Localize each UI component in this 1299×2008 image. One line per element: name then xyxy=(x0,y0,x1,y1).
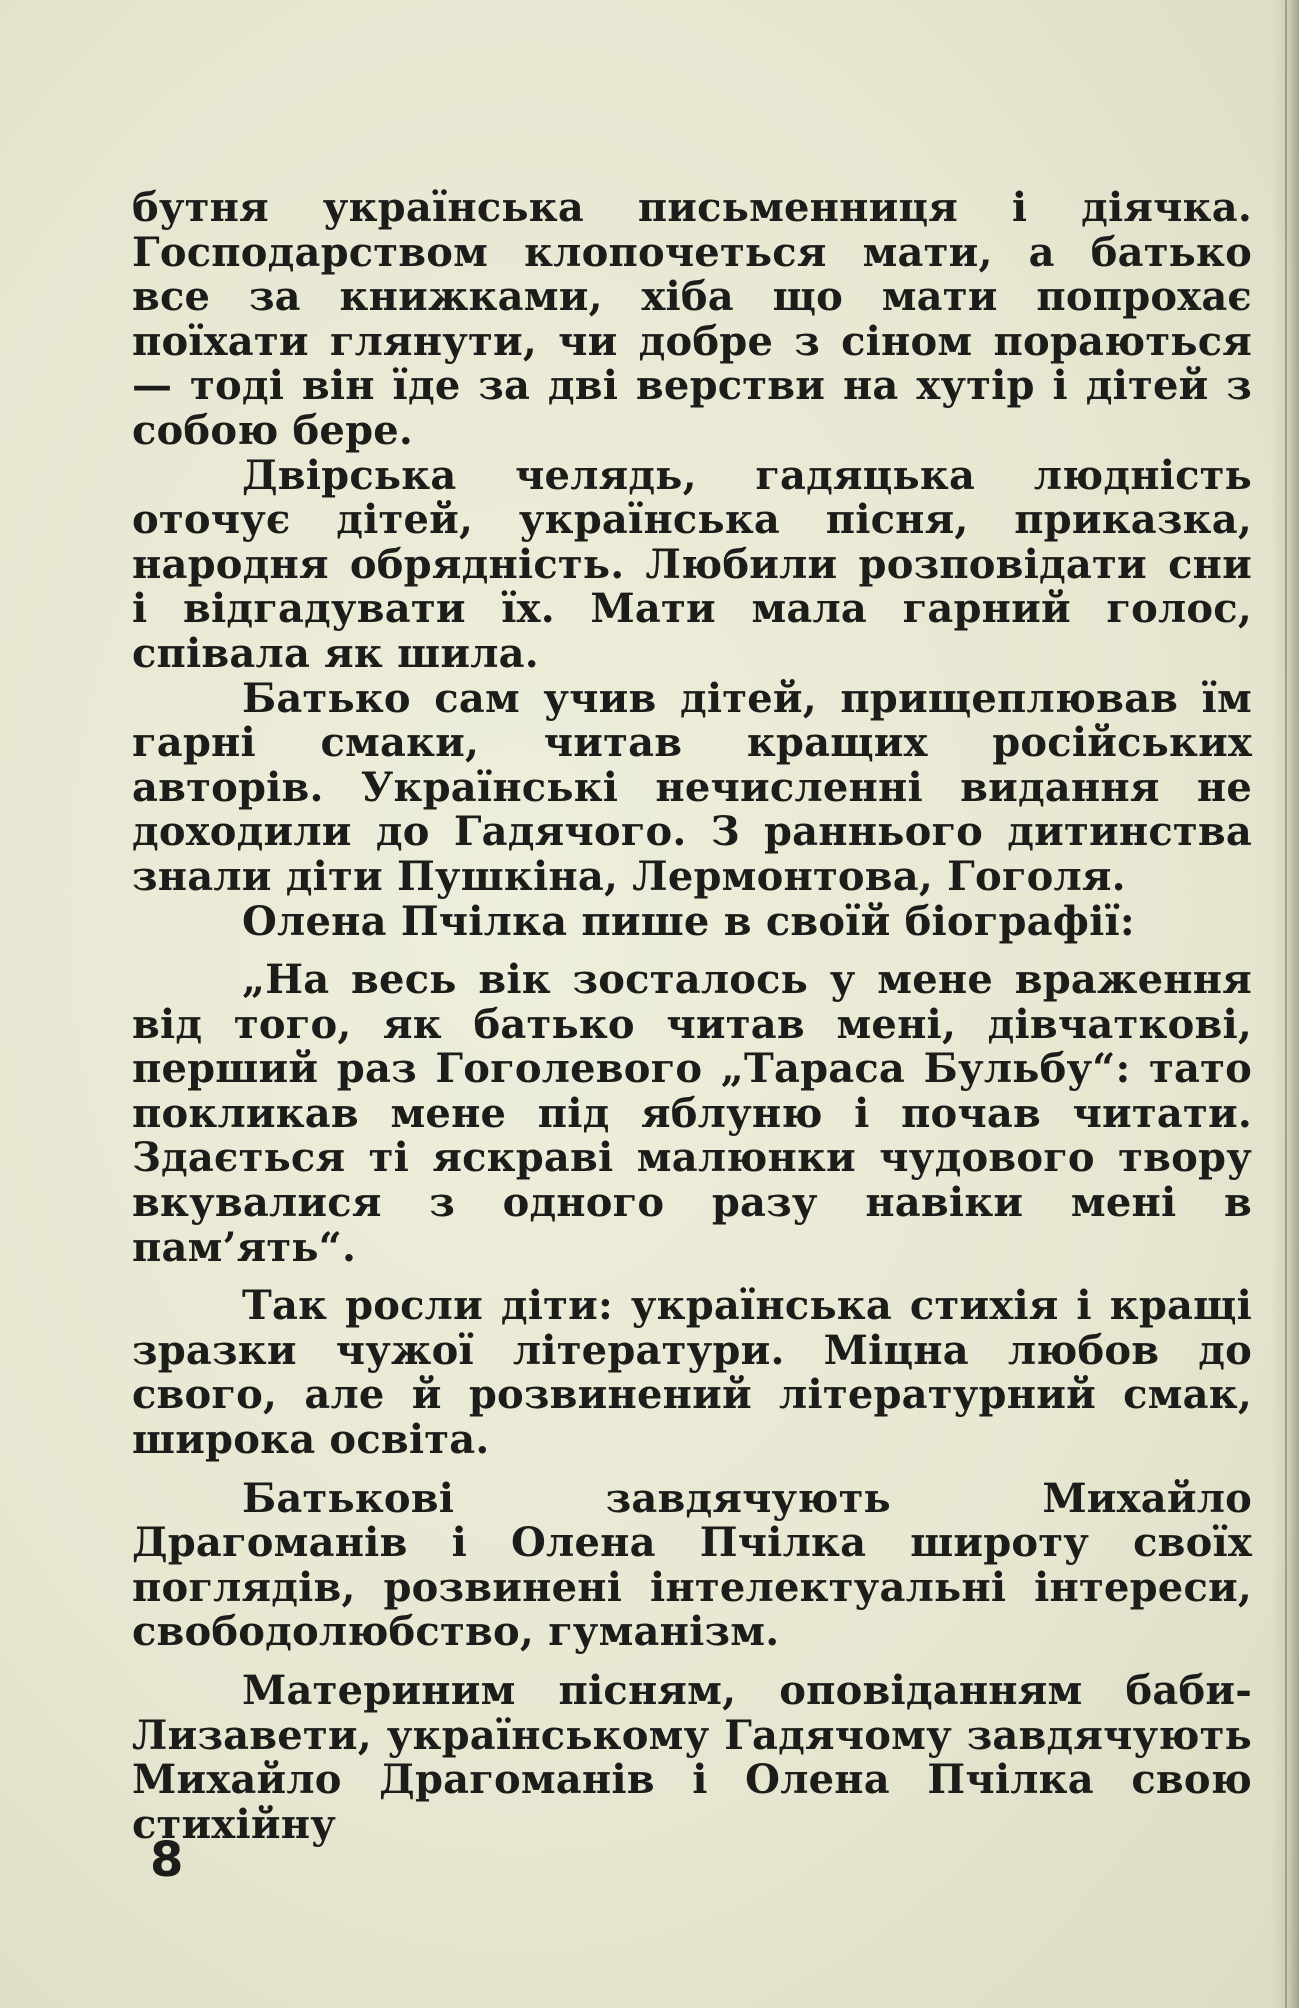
paragraph-2: Двірська челядь, гадяцька людність оточує дітей, українська пісня, приказка, народня обрядність. Любили розповідати сни і відгадувати їх. Мати мала гарний голос, співала як шила. xyxy=(132,451,1252,677)
page-binding-edge xyxy=(1285,0,1287,2008)
paragraph-1: бутня українська письменниця і діячка. Господарством клопочеться мати, а батько все за книжками, хіба що мати попрохає поїхати глянути, чи добре з сіном пораються — тоді він їде за дві верстви на хутір і дітей з собою бере. xyxy=(132,184,1252,454)
quote-paragraph: „На весь вік зосталось у мене враження від того, як батько читав мені, дівчаткові, перший раз Гоголевого „Тараса Бульбу“: тато покликав мене під яблуню і почав читати. Здається ті яскраві малюнки чудового твору вкувалися з одного разу навіки мені в пам’ять“. xyxy=(132,956,1252,1271)
paragraph-4: Олена Пчілка пише в своїй біографії: xyxy=(242,897,1135,945)
paragraph-8: Материним пісням, оповіданням баби-Лизавети, українському Гадячому завдячують Михайло Драгоманів і Олена Пчілка свою стихійну xyxy=(132,1667,1252,1848)
paragraph-3: Батько сам учив дітей, прищеплював їм гарні смаки, читав кращих російських авторів. Українські нечисленні видання не доходили до Гадячого. З раннього дитинства знали діти Пушкіна, Лермонтова, Гоголя. xyxy=(132,674,1252,900)
paragraph-6: Так росли діти: українська стихія і кращі зразки чужої літератури. Міцна любов до свого, але й розвинений літературний смак, широка освіта. xyxy=(132,1282,1252,1464)
page-number: 8 xyxy=(150,1832,184,1888)
body-text xyxy=(132,186,1252,1847)
paragraph-7: Батькові завдячують Михайло Драгоманів і Олена Пчілка широту своїх поглядів, розвинені інтелектуальні інтереси, свободолюбство, гуманізм. xyxy=(132,1474,1252,1656)
